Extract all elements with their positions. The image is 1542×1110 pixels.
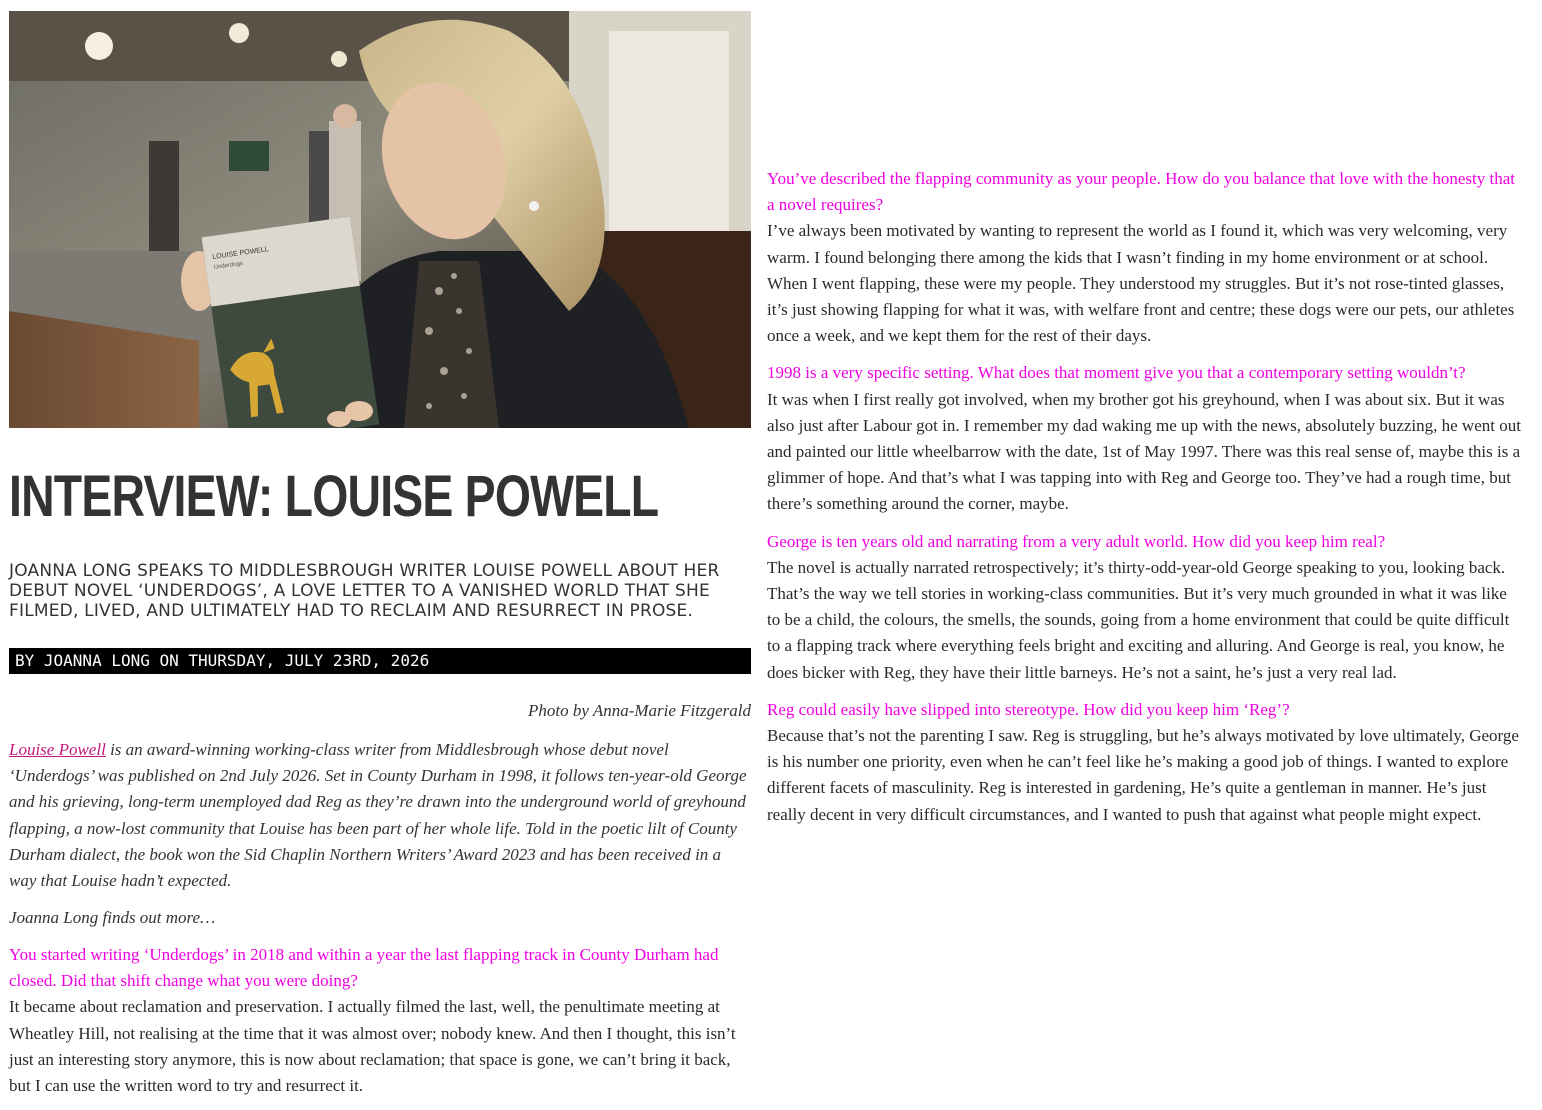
qa-block-1 bbox=[9, 942, 751, 1099]
question-text: You started writing ‘Underdogs’ in 2018 and within a year the last flapping track in County Durham had closed. Did that shift change what you were doing? bbox=[9, 945, 719, 991]
article-standfirst: JOANNA LONG SPEAKS TO MIDDLESBROUGH WRITER LOUISE POWELL ABOUT HER DEBUT NOVEL ‘UNDERDOGS’, A LOVE LETTER TO A VANISHED WORLD THAT SHE FILMED, LIVED, AND ULTIMATELY HAD TO RECLAIM AND RESURRECT IN PROSE. bbox=[9, 561, 720, 621]
book-cover-author: LOUISE POWELL bbox=[211, 246, 270, 262]
photo-credit: Photo by Anna-Marie Fitzgerald bbox=[527, 701, 751, 720]
finds-out-more: Joanna Long finds out more… bbox=[9, 908, 216, 927]
photo-illustration bbox=[9, 11, 751, 428]
author-link[interactable]: Louise Powell bbox=[9, 740, 106, 759]
article-headline: INTERVIEW: LOUISE POWELL bbox=[9, 464, 659, 529]
answer-text: The novel is actually narrated retrospectively; it’s thirty-odd-year-old George speaking to you, looking back. That’s the way we tell stories in working-class communities. But it’s very much grounded in what it was like to be a child, the colours, the smells, the sounds, going from a home environment that could be quite difficult to a flapping track where everything feels bright and exciting and alluring. And George is real, you know, he does bicker with Reg, they have their little barneys. He’s not a saint, he’s just a very real lad. bbox=[767, 557, 1510, 682]
book-cover-title: Underdogs bbox=[213, 260, 244, 271]
answer-text: It was when I first really got involved, when my brother got his greyhound, when I was about six. But it was also just after Labour got in. I remember my dad waking me up with the news, absolutely buzzing, he went out and painted our little wheelbarrow with the date, 1st of May 1997. There was this real sense of, maybe this is a glimmer of hope. And that’s what I was tapping into with Reg and George too. They’ve had a rough time, but there’s something around the corner, maybe. bbox=[767, 389, 1521, 514]
article-intro bbox=[9, 737, 751, 894]
qa-block-5 bbox=[767, 697, 1523, 828]
intro-text: is an award-winning working-class writer from Middlesbrough whose debut novel ‘Underdogs’ was published on 2nd July 2026. Set in County Durham in 1998, it follows ten-year-old George and his grieving, long-term unemployed dad Reg as they’re drawn into the underground world of greyhound flapping, a now-lost community that Louise has been part of her whole life. Told in the poetic lilt of County Durham dialect, the book won the Sid Chaplin Northern Writers’ Award 2023 and has been received in a way that Louise hadn’t expected. bbox=[9, 740, 747, 891]
qa-block-4 bbox=[767, 529, 1523, 686]
qa-block-3 bbox=[767, 360, 1523, 517]
answer-text: I’ve always been motivated by wanting to represent the world as I found it, which was very welcoming, very warm. I found belonging there among the kids that I wasn’t finding in my home environment or at school. When I went flapping, these were my people. They understood my struggles. But it’s not rose-tinted glasses, it’s just showing flapping for what it was, with welfare front and centre; these dogs were our pets, our athletes once a week, and we kept them for the rest of their days. bbox=[767, 221, 1515, 346]
question-text: You’ve described the flapping community as your people. How do you balance that love with the honesty that a novel requires? bbox=[767, 169, 1515, 215]
answer-text: It became about reclamation and preservation. I actually filmed the last, well, the penultimate meeting at Wheatley Hill, not realising at the time that it was almost over; nobody knew. And then I thought, this isn’t just an interesting story anymore, this is now about reclamation; that space is gone, we can’t bring it back, but I can use the written word to try and resurrect it. bbox=[9, 997, 736, 1096]
article-byline: BY JOANNA LONG ON THURSDAY, JULY 23RD, 2026 bbox=[9, 648, 751, 674]
hero-photo bbox=[9, 11, 751, 428]
question-text: George is ten years old and narrating from a very adult world. How did you keep him real? bbox=[767, 531, 1386, 551]
left-column bbox=[0, 0, 762, 1110]
question-text: 1998 is a very specific setting. What does that moment give you that a contemporary setting wouldn’t? bbox=[767, 363, 1466, 383]
answer-text: Because that’s not the parenting I saw. Reg is struggling, but he’s always motivated by love ultimately, George is his number one priority, even when he can’t feel like he’s making a good job of things. I wanted to explore different facets of masculinity. Reg is interested in gardening, He’s quite a gentleman in manner. He’s just really decent in very difficult circumstances, and I wanted to push that against what people might expect. bbox=[767, 726, 1519, 824]
qa-block-2 bbox=[767, 166, 1523, 349]
question-text: Reg could easily have slipped into stereotype. How did you keep him ‘Reg’? bbox=[767, 699, 1290, 719]
right-column bbox=[767, 166, 1523, 839]
